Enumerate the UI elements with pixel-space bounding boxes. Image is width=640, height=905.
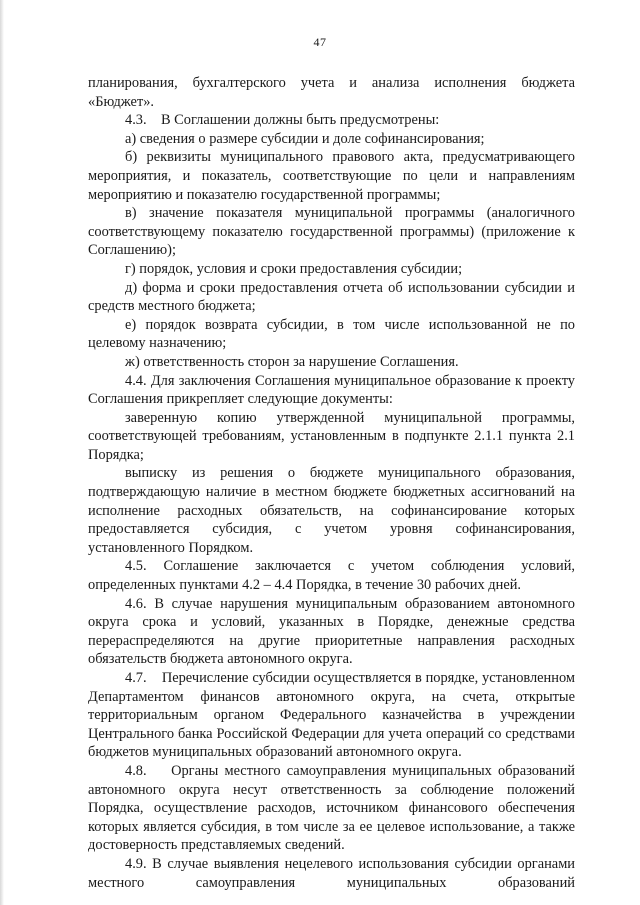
paragraph: 4.3. В Соглашении должны быть предусмотрены: xyxy=(125,112,440,129)
page-number: 47 xyxy=(313,35,327,49)
paragraph: 4.7. Перечисление субсидии осуществляется в порядке, установленном Департаментом финансов автономного округа, на счета, открытые территориальным органом Федерального казначейства в учреждении Центрального банка Российской Федерации для учета операций со средствами бюджетов муниципальных образований автономного округа. xyxy=(88,670,575,761)
paragraph: г) порядок, условия и сроки предоставления субсидии; xyxy=(125,260,463,277)
paragraph: планирования, бухгалтерского учета и анализа исполнения бюджета «Бюджет». xyxy=(88,75,575,110)
paragraph: 4.6. В случае нарушения муниципальным образованием автономного округа срока и условий, указанных в Порядке, денежные средства перераспределяются на другие приоритетные направления расходных обязательств бюджета автономного округа. xyxy=(88,595,575,668)
paragraph: заверенную копию утвержденной муниципальной программы, соответствующей требованиям, установленным в подпункте 2.1.1 пункта 2.1 Порядка; xyxy=(88,409,575,463)
paragraph: е) порядок возврата субсидии, в том числе использованной не по целевому назначению; xyxy=(88,316,575,352)
paragraph: в) значение показателя муниципальной программы (аналогичного соответствующему показателю государственной программы) (приложение к Соглашению); xyxy=(88,205,575,259)
paragraph: а) сведения о размере субсидии и доле софинансирования; xyxy=(125,130,485,147)
paragraph: 4.5. Соглашение заключается с учетом соблюдения условий, определенных пунктами 4.2 – 4.4 Порядка, в течение 30 рабочих дней. xyxy=(88,558,575,594)
document-body xyxy=(88,74,575,892)
paragraph: ж) ответственность сторон за нарушение Соглашения. xyxy=(125,353,459,370)
paragraph: 4.8. Органы местного самоуправления муниципальных образований автономного округа несут ответственность за соблюдение положений Порядка, осуществление расходов, источником финансового обеспечения которых является субсидия, в том числе за ее целевое использование, а также достоверность представляемых сведений. xyxy=(88,762,575,854)
paragraph: выписку из решения о бюджете муниципального образования, подтверждающую наличие в местном бюджете бюджетных ассигнований на исполнение расходных обязательств, на софинансирование которых предоставляется субсидия, с учетом уровня софинансирования, установленного Порядком. xyxy=(88,465,575,556)
paragraph: 4.4. Для заключения Соглашения муниципальное образование к проекту Соглашения прикрепляет следующие документы: xyxy=(88,372,575,408)
scan-edge xyxy=(0,0,4,905)
paragraph: д) форма и сроки предоставления отчета об использовании субсидии и средств местного бюджета; xyxy=(88,279,575,315)
paragraph: б) реквизиты муниципального правового акта, предусматривающего мероприятия, и показатель, соответствующие по цели и направлениям мероприятию и показателю государственной программы; xyxy=(88,149,575,203)
paragraph: 4.9. В случае выявления нецелевого использования субсидии органами местного самоуправления муниципальных образований xyxy=(88,855,575,891)
